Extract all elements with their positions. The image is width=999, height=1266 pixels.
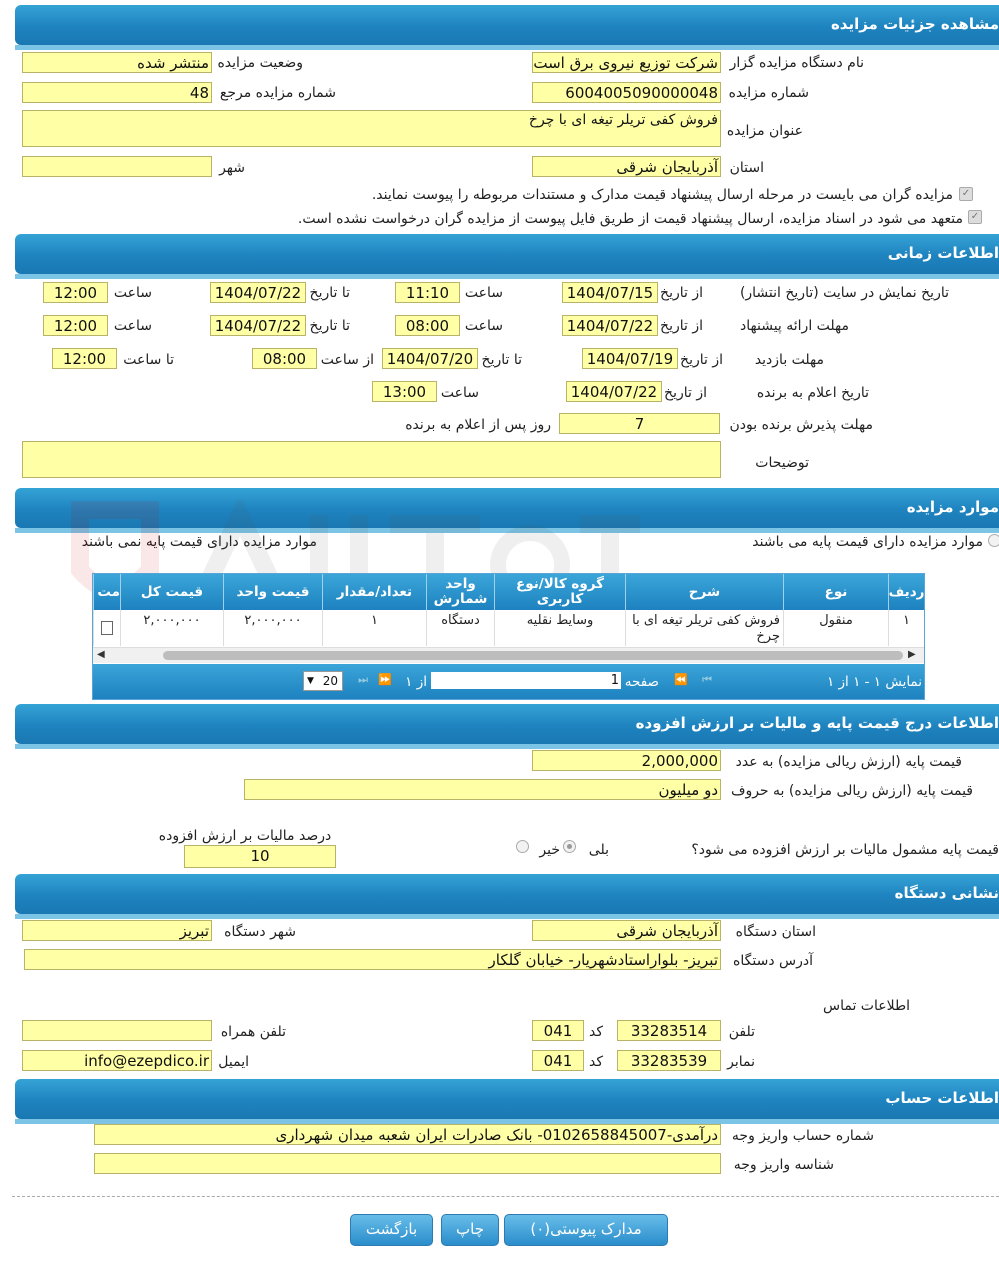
- price-title: اطلاعات درج قیمت پایه و مالیات بر ارزش افزوده: [635, 714, 999, 732]
- visit-from-hour-label: از ساعت: [320, 352, 374, 368]
- pager-last-icon[interactable]: ⏭: [358, 673, 368, 686]
- vat-percent-field[interactable]: 10: [184, 845, 336, 868]
- items-grid: [92, 573, 925, 700]
- offer-from-label: از تاریخ: [660, 318, 703, 334]
- grid-pager: [93, 664, 924, 699]
- agency-name-label: نام دستگاه مزایده گزار: [729, 55, 864, 71]
- col-group[interactable]: گروه کالا/نوع کاربری: [494, 574, 625, 610]
- without-base-price-label: موارد مزایده دارای قیمت پایه نمی باشند: [81, 534, 317, 550]
- display-to-time[interactable]: 12:00: [43, 282, 108, 303]
- attachments-button[interactable]: مدارک پیوستی(۰): [504, 1214, 668, 1246]
- offer-to-hour-label: ساعت: [113, 318, 152, 334]
- back-button[interactable]: بازگشت: [350, 1214, 433, 1246]
- desc-field[interactable]: [22, 441, 721, 478]
- address-title: نشانی دستگاه: [894, 884, 999, 902]
- visit-to-label: تا تاریخ: [481, 352, 522, 368]
- account-number-label: شماره حساب واریز وجه: [731, 1128, 874, 1144]
- no-file-request-text: متعهد می شود در اسناد مزایده، ارسال پیشنهاد قیمت از طریق فایل پیوست از مزایده گران درخواست نشده است.: [297, 211, 963, 227]
- cell-type: منقول: [783, 610, 888, 646]
- number-label: شماره مزایده: [728, 85, 809, 101]
- org-city-field[interactable]: تبریز: [22, 920, 212, 941]
- cell-qty: ۱: [322, 610, 426, 646]
- accept-label: مهلت پذیرش برنده بودن: [729, 417, 873, 433]
- display-to-date[interactable]: 1404/07/22: [210, 282, 306, 303]
- pager-showing: نمایش ۱ - ۱ از ۱: [826, 674, 922, 690]
- visit-label: مهلت بازدید: [754, 352, 824, 368]
- visit-to-date[interactable]: 1404/07/20: [382, 348, 478, 369]
- footer-divider: [12, 1196, 999, 1198]
- phone-code-field[interactable]: 041: [532, 1020, 584, 1041]
- fax-field[interactable]: 33283539: [617, 1050, 721, 1071]
- pager-prev-icon[interactable]: ⏪: [674, 673, 688, 686]
- ref-number-field[interactable]: 48: [22, 82, 212, 103]
- base-num-field[interactable]: 2,000,000: [532, 750, 721, 771]
- announce-label: تاریخ اعلام به برنده: [756, 385, 869, 401]
- chevron-down-icon: ▼: [307, 676, 314, 686]
- col-qty[interactable]: تعداد/مقدار: [322, 574, 426, 610]
- org-province-label: استان دستگاه: [735, 924, 816, 940]
- province-field[interactable]: آذربایجان شرقی: [532, 156, 721, 177]
- org-address-field[interactable]: تبریز- بلواراستادشهریار- خیابان گلکار: [24, 949, 721, 970]
- phone-code-label: کد: [588, 1024, 603, 1040]
- visit-to-time[interactable]: 12:00: [52, 348, 117, 369]
- display-from-date[interactable]: 1404/07/15: [562, 282, 658, 303]
- base-num-label: قیمت پایه (ارزش ریالی مزایده) به عدد: [735, 754, 962, 770]
- print-button[interactable]: چاپ: [441, 1214, 499, 1246]
- cell-extra: [93, 610, 120, 646]
- price-strip: [15, 744, 999, 749]
- display-from-label: از تاریخ: [660, 285, 703, 301]
- cell-desc: فروش کفی تریلر تیغه ای با چرخ: [625, 610, 783, 646]
- offer-from-hour-label: ساعت: [464, 318, 503, 334]
- attach-docs-text: مزایده گران می بایست در مرحله ارسال پیشنهاد قیمت مدارک و مستندات مربوطه را پیوست نمایند.: [371, 187, 953, 203]
- account-header: [15, 1079, 999, 1119]
- col-total[interactable]: قیمت کل: [120, 574, 223, 610]
- cell-row: ۱: [888, 610, 924, 646]
- edit-icon[interactable]: [101, 621, 113, 635]
- with-base-price-radio[interactable]: [988, 534, 999, 547]
- province-label: استان: [729, 160, 764, 176]
- org-city-label: شهر دستگاه: [224, 924, 296, 940]
- pager-page-label: صفحه: [624, 674, 659, 690]
- vat-yes-radio[interactable]: [563, 840, 576, 853]
- number-field[interactable]: 6004005090000048: [532, 82, 721, 103]
- mobile-field[interactable]: [22, 1020, 212, 1041]
- cell-total: ۲,۰۰۰,۰۰۰: [120, 610, 223, 646]
- display-from-hour-label: ساعت: [464, 285, 503, 301]
- details-title: مشاهده جزئیات مزایده: [830, 15, 999, 33]
- col-unit-price[interactable]: قیمت واحد: [223, 574, 322, 610]
- city-label: شهر: [219, 160, 245, 176]
- details-header: [15, 5, 999, 45]
- email-label: ایمیل: [218, 1054, 249, 1070]
- timing-title: اطلاعات زمانی: [887, 244, 999, 262]
- phone-field[interactable]: 33283514: [617, 1020, 721, 1041]
- timing-strip: [15, 274, 999, 279]
- col-row[interactable]: ردیف: [888, 574, 924, 610]
- col-unit[interactable]: واحد شمارش: [426, 574, 494, 610]
- items-header: [15, 488, 999, 528]
- address-strip: [15, 914, 999, 919]
- status-label: وضعیت مزایده: [217, 55, 303, 71]
- display-label: تاریخ نمایش در سایت (تاریخ انتشار): [739, 285, 949, 301]
- payment-id-label: شناسه واریز وجه: [733, 1157, 834, 1173]
- col-extra[interactable]: مت: [93, 574, 120, 610]
- attach-docs-checkbox[interactable]: ✓: [959, 187, 973, 201]
- mobile-label: تلفن همراه: [220, 1024, 286, 1040]
- grid-header: [93, 574, 924, 610]
- col-desc[interactable]: شرح: [625, 574, 783, 610]
- pager-next-icon[interactable]: ⏩: [378, 673, 392, 686]
- account-title: اطلاعات حساب: [885, 1089, 999, 1107]
- scroll-thumb[interactable]: [163, 651, 903, 660]
- payment-id-field[interactable]: [94, 1153, 721, 1174]
- account-number-field[interactable]: درآمدی-0102658845007- بانک صادرات ایران شعبه میدان شهرداری: [94, 1124, 721, 1145]
- offer-to-label: تا تاریخ: [309, 318, 350, 334]
- display-to-hour-label: ساعت: [113, 285, 152, 301]
- pager-first-icon[interactable]: ⏮: [702, 673, 712, 686]
- ref-number-label: شماره مزایده مرجع: [219, 85, 336, 101]
- offer-from-time[interactable]: 08:00: [395, 315, 460, 336]
- agency-name-field[interactable]: شرکت توزیع نیروی برق است: [532, 52, 721, 73]
- subject-field[interactable]: فروش کفی تریلر تیغه ای با چرخ: [22, 110, 721, 147]
- col-type[interactable]: نوع: [783, 574, 888, 610]
- pager-of: از ۱: [405, 674, 427, 690]
- pager-size-select[interactable]: [303, 671, 343, 691]
- pager-size-value: 20: [322, 674, 338, 688]
- items-strip: [15, 528, 999, 533]
- cell-unit: دستگاه: [426, 610, 494, 646]
- address-header: [15, 874, 999, 914]
- vat-no-radio[interactable]: [516, 840, 529, 853]
- price-header: [15, 704, 999, 744]
- scroll-left-icon[interactable]: ◀: [97, 649, 105, 660]
- base-words-field[interactable]: دو میلیون: [244, 779, 721, 800]
- vat-no-label: خیر: [539, 842, 560, 858]
- display-from-time[interactable]: 11:10: [395, 282, 460, 303]
- vat-yes-label: بلی: [588, 842, 609, 858]
- with-base-price-label: موارد مزایده دارای قیمت پایه می باشند: [752, 534, 983, 550]
- contact-label: اطلاعات تماس: [823, 998, 910, 1014]
- visit-from-date[interactable]: 1404/07/19: [582, 348, 678, 369]
- announce-from-label: از تاریخ: [664, 385, 707, 401]
- accept-days-field[interactable]: 7: [559, 413, 720, 434]
- visit-from-time[interactable]: 08:00: [252, 348, 317, 369]
- items-title: موارد مزایده: [906, 498, 999, 516]
- announce-date[interactable]: 1404/07/22: [566, 381, 662, 402]
- org-province-field[interactable]: آذربایجان شرقی: [532, 920, 721, 941]
- announce-time[interactable]: 13:00: [372, 381, 437, 402]
- fax-code-label: کد: [588, 1054, 603, 1070]
- status-field[interactable]: منتشر شده: [22, 52, 212, 73]
- offer-from-date[interactable]: 1404/07/22: [562, 315, 658, 336]
- vat-percent-label: درصد مالیات بر ارزش افزوده: [158, 828, 332, 844]
- visit-to-hour-label: تا ساعت: [123, 352, 174, 368]
- offer-to-time[interactable]: 12:00: [43, 315, 108, 336]
- visit-from-label: از تاریخ: [680, 352, 723, 368]
- timing-header: [15, 234, 999, 274]
- details-strip: [15, 45, 999, 50]
- offer-label: مهلت ارائه پیشنهاد: [740, 318, 849, 334]
- email-field[interactable]: info@ezepdico.ir: [22, 1050, 212, 1071]
- desc-label: توضیحات: [755, 455, 809, 471]
- vat-question: قیمت پایه مشمول مالیات بر ارزش افزوده می شود؟: [691, 842, 999, 858]
- announce-hour-label: ساعت: [440, 385, 479, 401]
- base-words-label: قیمت پایه (ارزش ریالی مزایده) به حروف: [730, 783, 973, 799]
- grid-hscrollbar[interactable]: [93, 647, 924, 663]
- no-file-request-checkbox[interactable]: ✓: [968, 210, 982, 224]
- pager-page-input[interactable]: 1: [431, 672, 621, 689]
- fax-code-field[interactable]: 041: [532, 1050, 584, 1071]
- offer-to-date[interactable]: 1404/07/22: [210, 315, 306, 336]
- cell-group: وسایط نقلیه: [494, 610, 625, 646]
- city-field[interactable]: [22, 156, 212, 177]
- subject-label: عنوان مزایده: [726, 123, 803, 139]
- accept-days-text: روز پس از اعلام به برنده: [405, 417, 551, 433]
- org-address-label: آدرس دستگاه: [733, 953, 813, 969]
- display-to-label: تا تاریخ: [309, 285, 350, 301]
- scroll-right-icon[interactable]: ▶: [908, 649, 916, 660]
- cell-unit-price: ۲,۰۰۰,۰۰۰: [223, 610, 322, 646]
- fax-label: نمابر: [727, 1054, 755, 1070]
- phone-label: تلفن: [728, 1024, 755, 1040]
